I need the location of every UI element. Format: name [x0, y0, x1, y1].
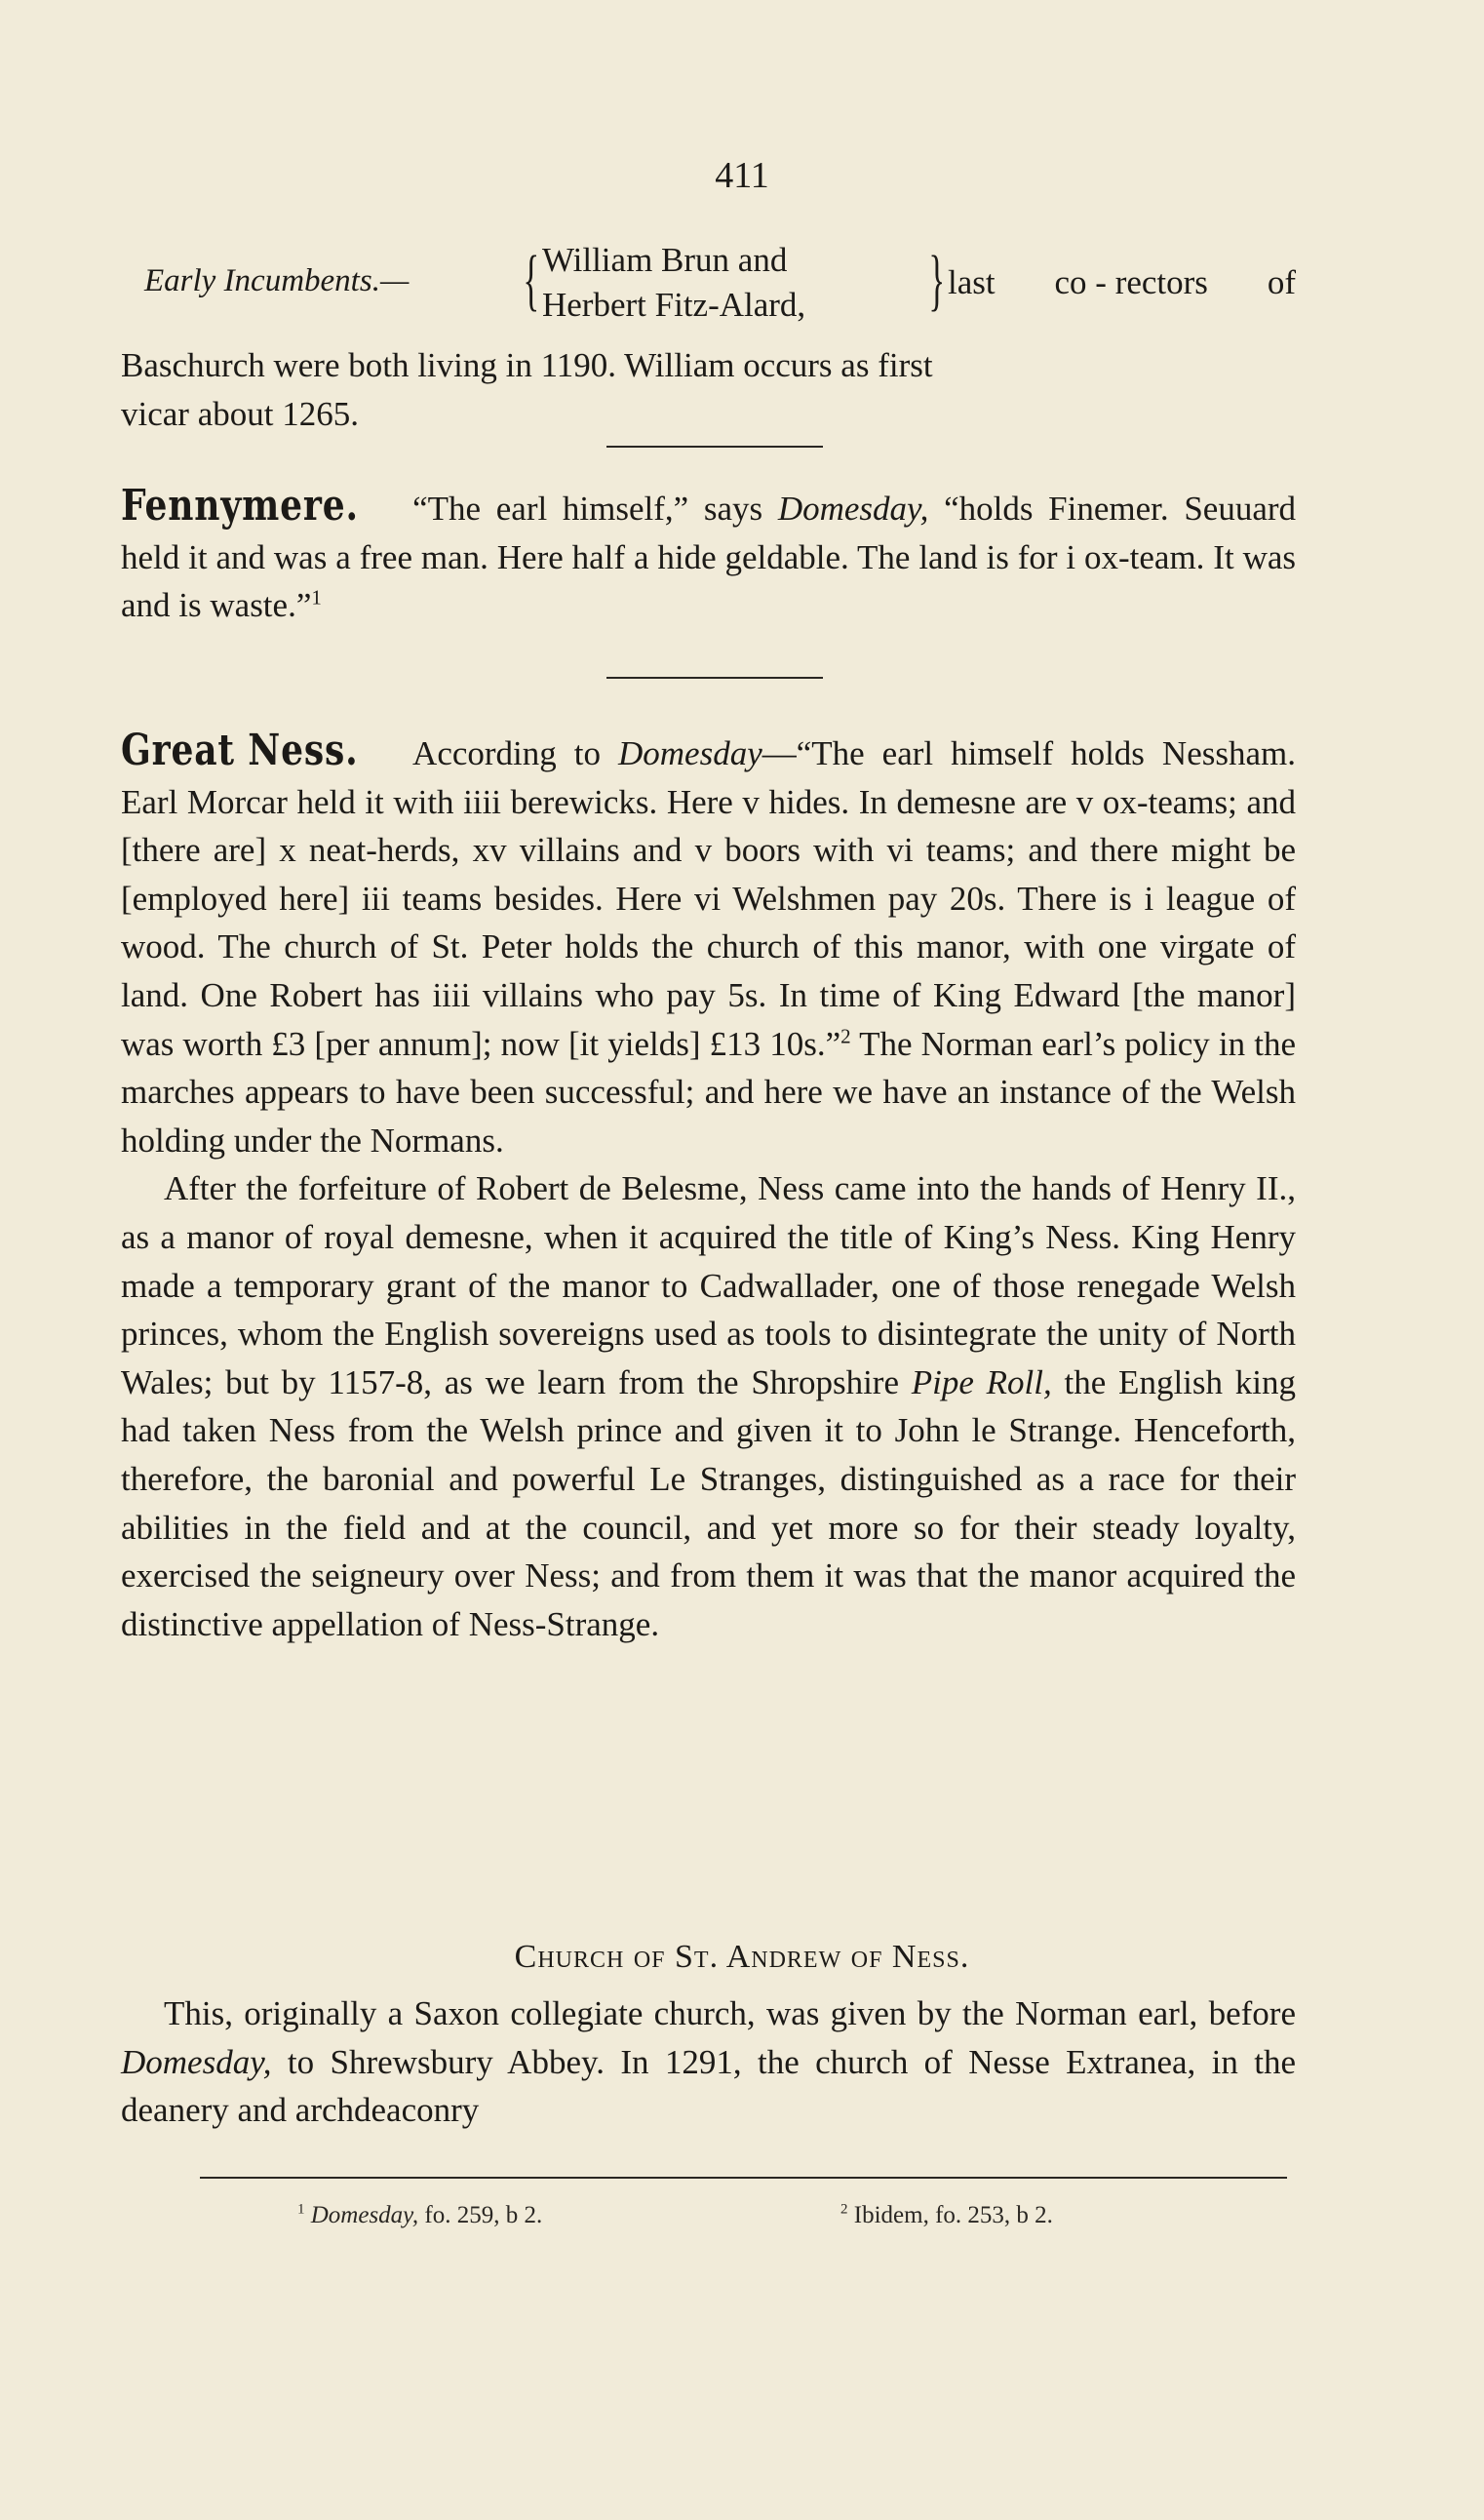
section-divider	[606, 446, 823, 448]
footnote-2	[840, 2202, 1053, 2229]
footnote-1-italic: Domesday,	[310, 2202, 419, 2228]
fennymere-text-2: “holds Finemer. Seuuard held it and was a free man. Here half a hide geldable. The land is for i ox-team. It was and is waste.”	[121, 490, 1297, 625]
page-number: 411	[715, 155, 769, 196]
footnote-1	[297, 2202, 542, 2229]
incumbents-tail-word-3: of	[1267, 263, 1296, 301]
fennymere-paragraph	[121, 482, 1296, 630]
incumbents-paragraph	[121, 341, 1296, 438]
footnote-1-text: fo. 259, b 2.	[418, 2202, 543, 2228]
church-domesday: Domesday,	[121, 2042, 272, 2081]
footnote-2-number: 2	[840, 2201, 848, 2218]
incumbent-name-2: Herbert Fitz-Alard,	[542, 286, 806, 324]
footnote-2-text: Ibidem, fo. 253, b 2.	[847, 2202, 1053, 2228]
incumbents-label: Early Incumbents.—	[144, 263, 410, 298]
great-ness-intro: According to	[396, 734, 618, 772]
incumbents-tail-word-2: co - rectors	[1054, 263, 1208, 301]
fennymere-heading: Fennymere.	[121, 481, 359, 531]
church-heading: Church of St. Andrew of Ness.	[514, 1939, 970, 1975]
incumbents-tail	[948, 263, 1296, 302]
great-ness-text-2: The Norman earl’s policy in the marches appears to have been successful; and here we have an instance of the Welsh holding under the Normans.	[121, 1024, 1296, 1160]
fennymere-text-1: “The earl himself,” says	[412, 490, 778, 528]
fennymere-domesday: Domesday,	[777, 490, 929, 528]
great-ness-para2-text-1: After the forfeiture of Robert de Belesme, Ness came into the hands of Henry II., as a manor of royal demesne, when it acquired the title of King’s Ness. King Henry made a temporary grant of the manor to Cadwallader, one of those renegade Welsh princes, whom the English sovereigns used as tools to disintegrate the unity of North Wales; but by 1157-8, as we learn from the Shropshire	[121, 1169, 1296, 1401]
great-ness-heading: Great Ness.	[121, 726, 359, 775]
pipe-roll: Pipe Roll,	[911, 1362, 1052, 1401]
church-text-1: This, originally a Saxon collegiate church, was given by the Norman earl, before	[164, 1994, 1296, 2032]
incumbents-line-3: vicar about 1265.	[121, 394, 359, 433]
section-divider	[606, 677, 823, 679]
incumbent-name-1: William Brun and	[542, 241, 788, 279]
incumbents-names	[542, 238, 805, 328]
great-ness-para2-text-2: the English king had taken Ness from the Welsh prince and given it to John le Strange. Henceforth, therefore, the baronial and powerful Le Stranges, distinguished as a race for their abilities in the field and at the council, and yet more so for their steady loyalty, exercised the seigneury over Ness; and from them it was that the manor acquired the distinctive appellation of Ness-Strange.	[121, 1362, 1297, 1643]
great-ness-text-1: —“The earl himself holds Nessham. Earl Morcar held it with iiii berewicks. Here v hides. In demesne are v ox-teams; and [there are] x neat-herds, xv villains and v boors with vi teams; and there might be [employed here] iii teams besides. Here vi Welshmen pay 20s. There is i league of wood. The church of St. Peter holds the church of this manor, with one virgate of land. One Robert has iiii villains who pay 5s. In time of King Edward [the manor] was worth £3 [per annum]; now [it yields] £13 10s.”	[121, 734, 1296, 1063]
great-ness-paragraph-2	[121, 1164, 1296, 1648]
footnote-ref-2: 2	[840, 1023, 851, 1047]
church-text-2: to Shrewsbury Abbey. In 1291, the church of Nesse Extranea, in the deanery and archdeaconry	[121, 2042, 1296, 2130]
great-ness-paragraph	[121, 727, 1296, 1648]
footnote-1-number: 1	[297, 2201, 305, 2218]
great-ness-domesday: Domesday	[617, 734, 762, 772]
footnote-ref-1: 1	[311, 585, 322, 610]
footnote-divider	[200, 2177, 1287, 2179]
incumbents-brace-block	[121, 238, 1296, 335]
left-brace-icon: {	[523, 243, 540, 318]
incumbents-tail-word-1: last	[948, 263, 996, 301]
incumbents-line-2: Baschurch were both living in 1190. William occurs as first	[121, 346, 933, 384]
right-brace-icon: }	[928, 243, 946, 318]
church-paragraph	[121, 1989, 1296, 2135]
